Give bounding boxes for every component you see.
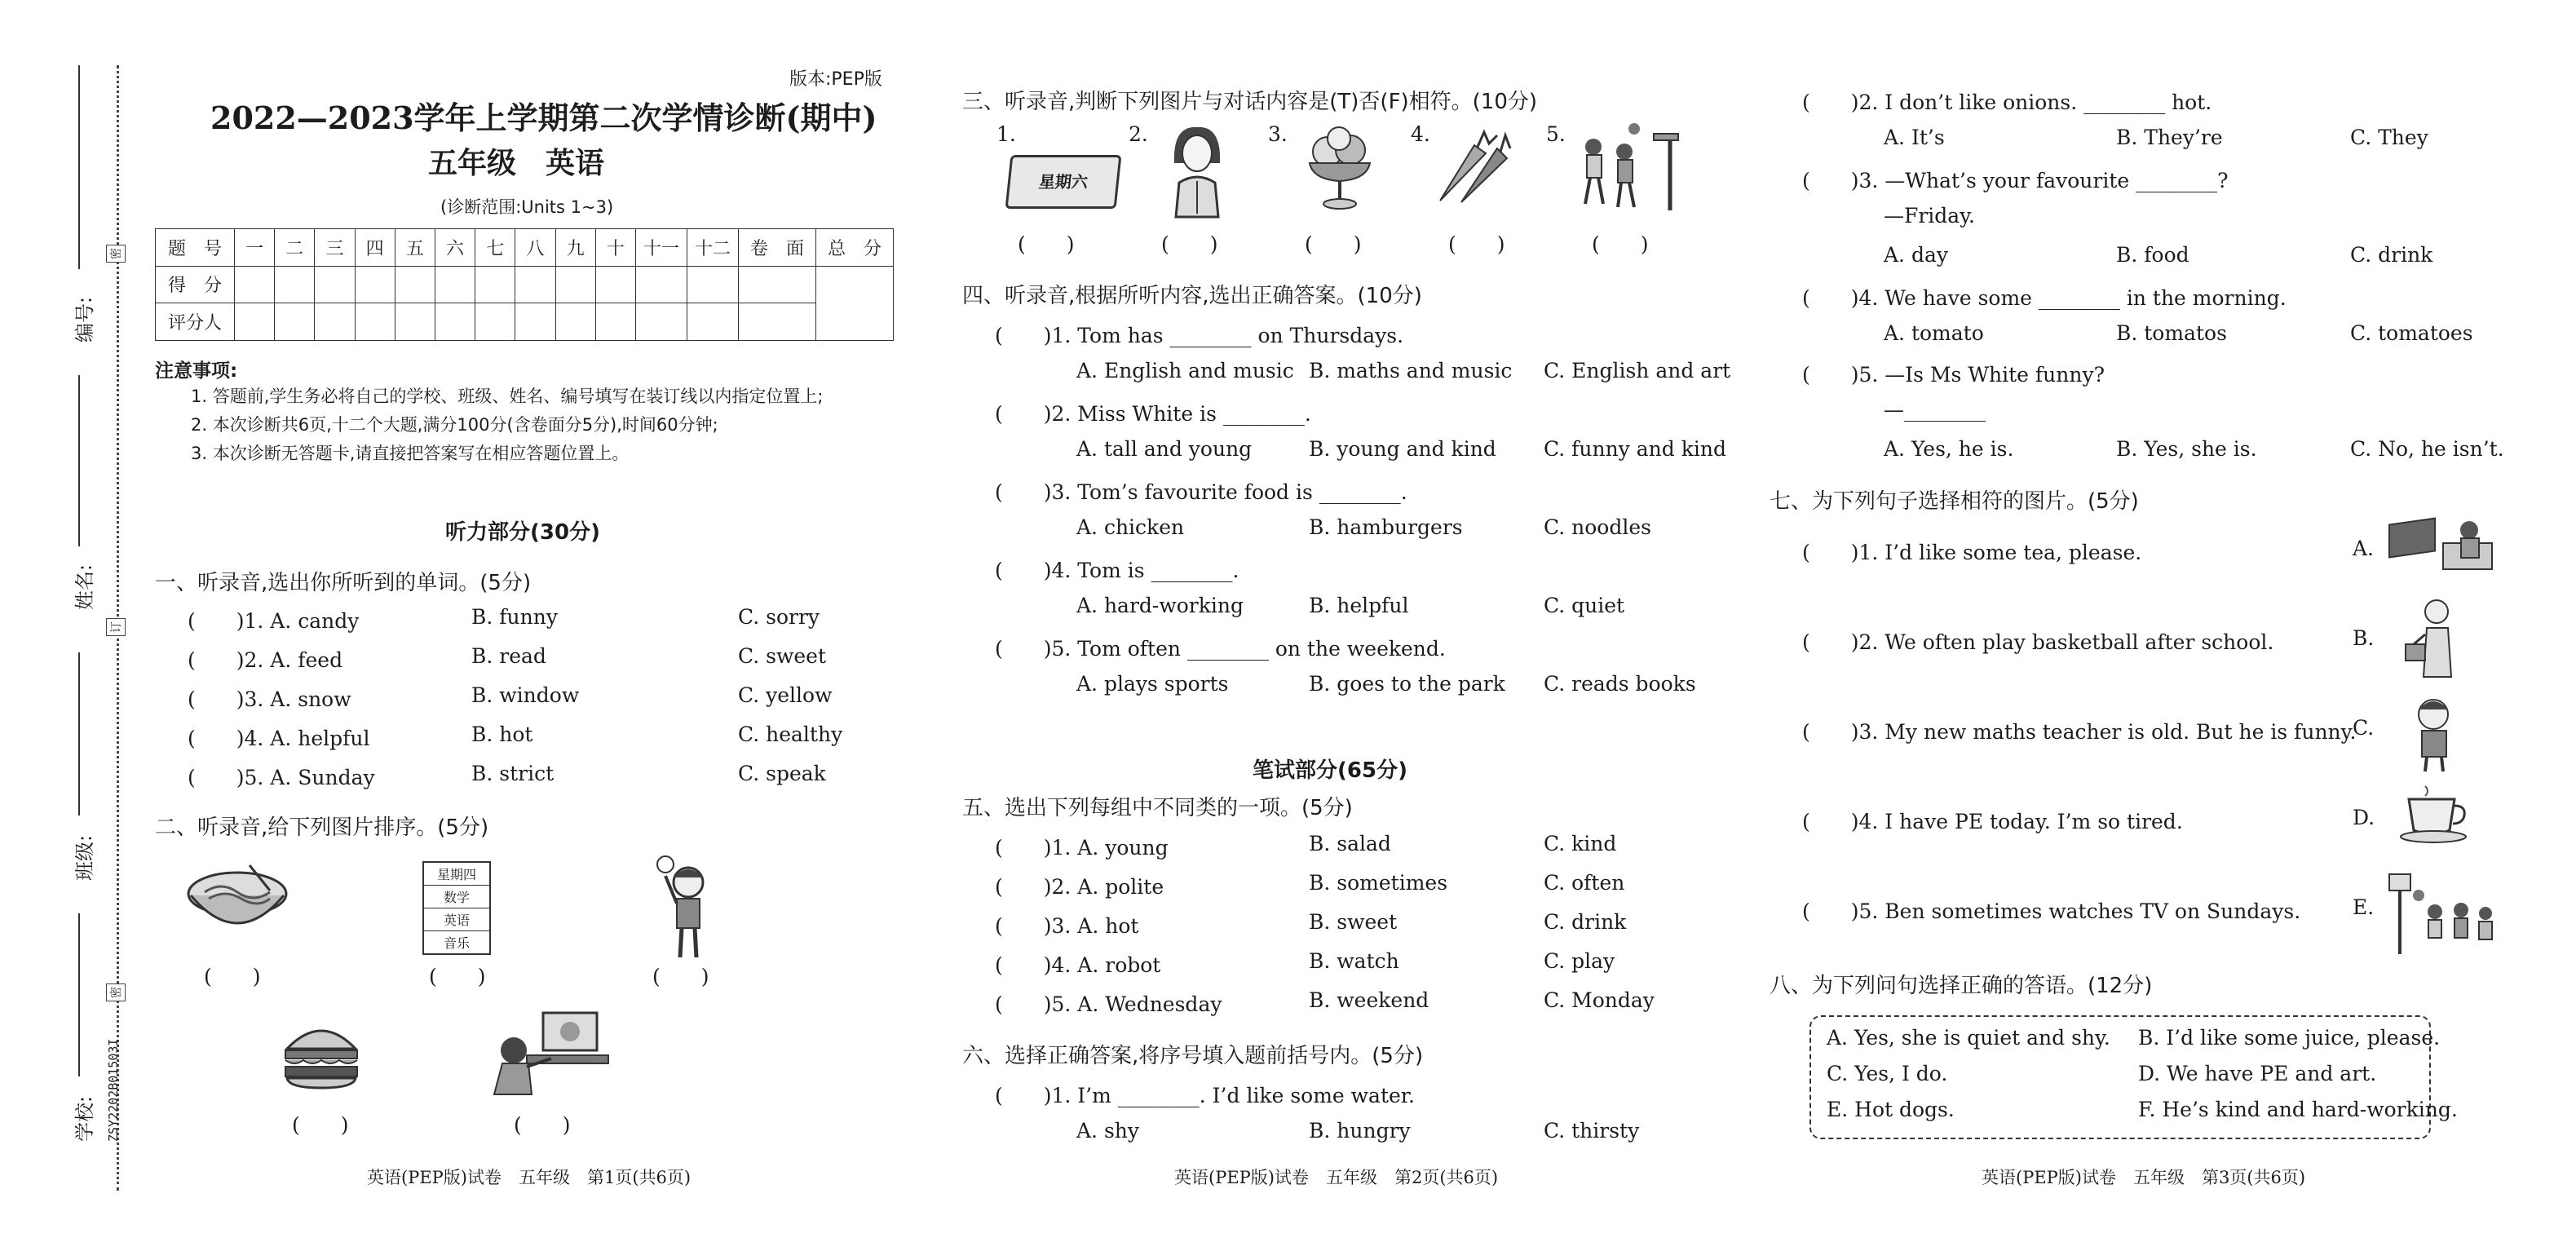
score-table-cell: 九 <box>555 229 595 267</box>
question-stem[interactable]: ( )1. A. young <box>995 836 1169 860</box>
option-b[interactable]: B. sweet <box>1309 910 1398 934</box>
question-stem[interactable]: ( )2. A. polite <box>995 875 1164 899</box>
exam-title: 2022—2023学年上学期第二次学情诊断(期中) <box>210 99 877 136</box>
grader-cell[interactable] <box>636 303 687 341</box>
question-stem[interactable]: ( )3. My new maths teacher is old. But he is funny. <box>1802 720 2357 744</box>
ice-cream-picture <box>1303 122 1376 212</box>
option-c[interactable]: C. tomatoes <box>2350 321 2473 345</box>
answer-blank[interactable]: ( ) <box>204 965 261 988</box>
score-cell[interactable] <box>687 266 739 303</box>
basketball-kids-picture <box>1567 122 1686 212</box>
score-table-cell: 七 <box>475 229 515 267</box>
score-table-cell: 卷 面 <box>739 229 816 267</box>
option-b[interactable]: B. window <box>471 683 580 707</box>
section-1-title: 一、听录音,选出你所听到的单词。(5分) <box>155 571 532 595</box>
question-stem[interactable]: ( )5. Ben sometimes watches TV on Sundays. <box>1802 899 2301 923</box>
number-field[interactable] <box>78 65 80 269</box>
score-table-header-row <box>156 229 894 267</box>
picture-letter: D. <box>2353 806 2375 829</box>
option-a[interactable]: A. Yes, he is. <box>1884 437 2014 461</box>
grader-cell[interactable] <box>315 303 355 341</box>
grader-cell[interactable] <box>395 303 435 341</box>
grader-row-label: 评分人 <box>156 303 235 341</box>
grader-cell[interactable] <box>235 303 275 341</box>
question-stem[interactable]: ( )3. Tom’s favourite food is ________. <box>995 480 1407 504</box>
option-a[interactable]: A. day <box>1884 243 1948 267</box>
section-4-title: 四、听录音,根据所听内容,选出正确答案。(10分) <box>962 284 1422 308</box>
dialogue-reply[interactable]: —________ <box>1884 398 1986 422</box>
hamburger-picture <box>281 1019 362 1090</box>
section-3-title: 三、听录音,判断下列图片与对话内容是(T)否(F)相符。(10分) <box>962 90 1538 114</box>
option-a[interactable]: A. It’s <box>1884 126 1945 149</box>
person-watching-tv-picture <box>2386 511 2497 577</box>
boy-computer-picture <box>478 1010 616 1098</box>
dialogue-reply: —Friday. <box>1884 204 1975 228</box>
option-b[interactable]: B. sometimes <box>1309 871 1448 895</box>
question-stem[interactable]: ( )5. A. Sunday <box>188 766 375 789</box>
score-cell[interactable] <box>235 266 275 303</box>
option-a[interactable]: A. English and music <box>1076 359 1294 382</box>
page-3-footer: 英语(PEP版)试卷 五年级 第3页(共6页) <box>1982 1168 2306 1187</box>
boy-thinking-picture <box>652 853 718 962</box>
score-row-label: 得 分 <box>156 266 235 303</box>
option-c[interactable]: C. kind <box>1544 832 1617 855</box>
total-score-cell[interactable] <box>816 266 894 340</box>
question-stem[interactable]: ( )4. We have some ________ in the morning. <box>1802 286 2287 310</box>
name-label: 姓名: <box>73 564 96 610</box>
score-table-cell: 八 <box>515 229 555 267</box>
option-a[interactable]: A. chicken <box>1076 515 1185 539</box>
grader-cell[interactable] <box>555 303 595 341</box>
question-stem[interactable]: ( )1. I’m ________. I’d like some water. <box>995 1084 1415 1107</box>
grader-cell[interactable] <box>355 303 395 341</box>
option-a[interactable]: A. plays sports <box>1076 672 1229 696</box>
grader-cell[interactable] <box>515 303 555 341</box>
answer-blank[interactable]: ( ) <box>1018 232 1075 256</box>
score-table-cell: 十一 <box>636 229 687 267</box>
question-stem[interactable]: ( )5. A. Wednesday <box>995 992 1222 1016</box>
option-a[interactable]: A. shy <box>1076 1119 1140 1143</box>
class-field[interactable] <box>78 652 80 815</box>
option-c[interactable]: C. quiet <box>1544 594 1625 617</box>
option-c[interactable]: C. thirsty <box>1544 1119 1640 1143</box>
section-7-title: 七、为下列句子选择相符的图片。(5分) <box>1770 489 2139 514</box>
exam-subtitle: 五年级 英语 <box>428 147 605 180</box>
score-cell[interactable] <box>475 266 515 303</box>
picture-number: 2. <box>1129 122 1148 146</box>
option-b[interactable]: B. strict <box>471 762 555 785</box>
option-c[interactable]: C. noodles <box>1544 515 1651 539</box>
picture-number: 3. <box>1268 122 1288 146</box>
exam-scope: (诊断范围:Units 1~3) <box>440 197 614 217</box>
option-c[interactable]: C. play <box>1544 949 1615 973</box>
section-8-title: 八、为下列问句选择正确的答语。(12分) <box>1770 974 2153 998</box>
schedule-day: 星期四 <box>424 863 489 886</box>
question-stem[interactable]: ( )3. —What’s your favourite ________? <box>1802 169 2229 192</box>
picture-letter: C. <box>2353 716 2375 740</box>
score-table-cell: 四 <box>355 229 395 267</box>
option-c[interactable]: C. healthy <box>738 723 843 746</box>
option-b[interactable]: B. hamburgers <box>1309 515 1463 539</box>
score-table-cell: 总 分 <box>816 229 894 267</box>
barcode-text: ZSY2202B01503I <box>106 1038 121 1142</box>
note-item: 3. 本次诊断无答题卡,请直接把答案写在相应答题位置上。 <box>191 444 630 463</box>
picture-number: 5. <box>1546 122 1566 146</box>
edition-label: 版本:PEP版 <box>789 69 882 90</box>
teacup-picture <box>2397 783 2472 845</box>
question-stem[interactable]: ( )4. Tom is ________. <box>995 559 1239 582</box>
kids-basketball-picture <box>2386 871 2500 956</box>
score-table-grader-row <box>156 303 894 341</box>
question-stem[interactable]: ( )3. A. snow <box>188 687 351 711</box>
score-cell[interactable] <box>515 266 555 303</box>
option-c[interactable]: C. drink <box>1544 910 1627 934</box>
option-b[interactable]: B. weekend <box>1309 988 1429 1012</box>
answer-option: B. I’d like some juice, please. <box>2138 1026 2441 1050</box>
option-c[interactable]: C. They <box>2350 126 2428 149</box>
question-stem[interactable]: ( )1. Tom has ________ on Thursdays. <box>995 324 1404 347</box>
carrots-picture <box>1429 127 1515 206</box>
notes-title: 注意事项: <box>155 360 238 382</box>
option-b[interactable]: B. young and kind <box>1309 437 1496 461</box>
section-5-title: 五、选出下列每组中不同类的一项。(5分) <box>962 796 1353 820</box>
score-table-cell: 一 <box>235 229 275 267</box>
score-table-cell: 三 <box>315 229 355 267</box>
question-stem[interactable]: ( )2. A. feed <box>188 648 343 672</box>
listening-part-title: 听力部分(30分) <box>445 520 600 545</box>
seal-mark-bottom: 密 <box>106 983 126 1001</box>
option-c[interactable]: C. sorry <box>738 605 820 629</box>
option-b[interactable]: B. helpful <box>1309 594 1409 617</box>
option-b[interactable]: B. watch <box>1309 949 1399 973</box>
question-stem[interactable]: ( )2. Miss White is ________. <box>995 402 1311 426</box>
picture-letter: B. <box>2353 626 2375 650</box>
schedule-subject: 音乐 <box>443 935 470 951</box>
option-c[interactable]: C. drink <box>2350 243 2433 267</box>
picture-number: 4. <box>1411 122 1430 146</box>
question-stem[interactable]: ( )3. A. hot <box>995 914 1139 938</box>
old-teacher-picture <box>2401 595 2466 680</box>
score-cell[interactable] <box>555 266 595 303</box>
question-stem[interactable]: ( )5. Tom often ________ on the weekend. <box>995 637 1446 661</box>
score-table-cell: 二 <box>275 229 315 267</box>
score-cell[interactable] <box>739 266 816 303</box>
tired-boy-picture <box>2401 693 2469 773</box>
option-c[interactable]: C. speak <box>738 762 826 785</box>
question-stem[interactable]: ( )4. A. robot <box>995 953 1161 977</box>
score-table-cell: 十二 <box>687 229 739 267</box>
grader-cell[interactable] <box>687 303 739 341</box>
option-a[interactable]: A. tomato <box>1884 321 1984 345</box>
page-1-footer: 英语(PEP版)试卷 五年级 第1页(共6页) <box>367 1168 691 1187</box>
answer-option: C. Yes, I do. <box>1827 1062 1948 1085</box>
writing-part-title: 笔试部分(65分) <box>1253 758 1407 783</box>
question-stem[interactable]: ( )5. —Is Ms White funny? <box>1802 363 2105 387</box>
score-table-cell: 五 <box>395 229 435 267</box>
option-c[interactable]: C. yellow <box>738 683 833 707</box>
question-stem[interactable]: ( )4. I have PE today. I’m so tired. <box>1802 810 2183 833</box>
answer-option: D. We have PE and art. <box>2138 1062 2377 1085</box>
picture-letter: E. <box>2353 895 2375 919</box>
score-table-cell: 六 <box>435 229 475 267</box>
score-table <box>155 228 894 341</box>
score-cell[interactable] <box>395 266 435 303</box>
grader-cell[interactable] <box>475 303 515 341</box>
answer-option: A. Yes, she is quiet and shy. <box>1827 1026 2110 1050</box>
note-item: 2. 本次诊断共6页,十二个大题,满分100分(含卷面分5分),时间60分钟; <box>191 415 718 435</box>
option-b[interactable]: B. hot <box>471 723 533 746</box>
calendar-day: 星期六 <box>1037 172 1089 192</box>
score-cell[interactable] <box>636 266 687 303</box>
score-table-score-row <box>156 266 894 303</box>
score-cell[interactable] <box>315 266 355 303</box>
option-b[interactable]: B. tomatos <box>2116 321 2227 345</box>
option-b[interactable]: B. salad <box>1309 832 1391 855</box>
note-item: 1. 答题前,学生务必将自己的学校、班级、姓名、编号填写在装订线以内指定位置上; <box>191 387 824 406</box>
option-c[interactable]: C. sweet <box>738 644 826 668</box>
answer-blank[interactable]: ( ) <box>1592 232 1649 256</box>
option-c[interactable]: C. No, he isn’t. <box>2350 437 2504 461</box>
option-c[interactable]: C. Monday <box>1544 988 1655 1012</box>
calendar-picture <box>1005 155 1122 209</box>
option-b[interactable]: B. funny <box>471 605 558 629</box>
score-table-cell: 十 <box>595 229 635 267</box>
score-cell[interactable] <box>595 266 635 303</box>
option-b[interactable]: B. read <box>471 644 546 668</box>
option-b[interactable]: B. goes to the park <box>1309 672 1505 696</box>
option-c[interactable]: C. English and art <box>1544 359 1731 382</box>
answer-blank[interactable]: ( ) <box>429 965 486 988</box>
option-b[interactable]: B. hungry <box>1309 1119 1411 1143</box>
page-2-footer: 英语(PEP版)试卷 五年级 第2页(共6页) <box>1174 1168 1499 1187</box>
answer-blank[interactable]: ( ) <box>1305 232 1362 256</box>
picture-number: 1. <box>996 122 1016 146</box>
score-cell[interactable] <box>355 266 395 303</box>
woman-teacher-picture <box>1164 122 1230 219</box>
option-c[interactable]: C. funny and kind <box>1544 437 1726 461</box>
answer-blank[interactable]: ( ) <box>652 965 709 988</box>
answer-blank[interactable]: ( ) <box>514 1113 571 1137</box>
option-a[interactable]: A. hard-working <box>1076 594 1244 617</box>
class-label: 班级: <box>73 834 96 881</box>
option-b[interactable]: B. Yes, she is. <box>2116 437 2257 461</box>
score-cell[interactable] <box>435 266 475 303</box>
option-a[interactable]: A. tall and young <box>1076 437 1253 461</box>
answer-blank[interactable]: ( ) <box>1161 232 1218 256</box>
schedule-subject: 英语 <box>424 908 489 931</box>
option-c[interactable]: C. reads books <box>1544 672 1696 696</box>
section-2-title: 二、听录音,给下列图片排序。(5分) <box>155 815 489 840</box>
grader-cell[interactable] <box>595 303 635 341</box>
answer-option: F. He’s kind and hard-working. <box>2138 1098 2458 1121</box>
score-cell[interactable] <box>275 266 315 303</box>
question-stem[interactable]: ( )1. A. candy <box>188 609 360 633</box>
answer-blank[interactable]: ( ) <box>292 1113 349 1137</box>
schedule-subject: 数学 <box>424 886 489 908</box>
school-field[interactable] <box>78 913 80 1076</box>
seal-mark-middle: 订 <box>106 618 126 636</box>
grader-cell[interactable] <box>739 303 816 341</box>
question-stem[interactable]: ( )2. I don’t like onions. ________ hot. <box>1802 91 2212 114</box>
answer-option: E. Hot dogs. <box>1827 1098 1955 1121</box>
class-schedule-picture <box>422 861 491 955</box>
grader-cell[interactable] <box>435 303 475 341</box>
question-stem[interactable]: ( )1. I’d like some tea, please. <box>1802 541 2142 564</box>
picture-letter: A. <box>2353 537 2375 560</box>
question-stem[interactable]: ( )4. A. helpful <box>188 727 370 750</box>
section-6-title: 六、选择正确答案,将序号填入题前括号内。(5分) <box>962 1044 1424 1068</box>
question-stem[interactable]: ( )2. We often play basketball after school. <box>1802 630 2274 654</box>
noodle-bowl-picture <box>184 861 290 936</box>
option-b[interactable]: B. food <box>2116 243 2189 267</box>
score-table-cell: 题 号 <box>156 229 235 267</box>
grader-cell[interactable] <box>275 303 315 341</box>
option-c[interactable]: C. often <box>1544 871 1625 895</box>
answer-blank[interactable]: ( ) <box>1448 232 1505 256</box>
number-label: 编号: <box>73 296 96 343</box>
name-field[interactable] <box>78 375 80 546</box>
option-b[interactable]: B. They’re <box>2116 126 2223 149</box>
option-b[interactable]: B. maths and music <box>1309 359 1513 382</box>
school-label: 学校: <box>73 1095 96 1142</box>
seal-mark-top: 密 <box>106 245 126 263</box>
